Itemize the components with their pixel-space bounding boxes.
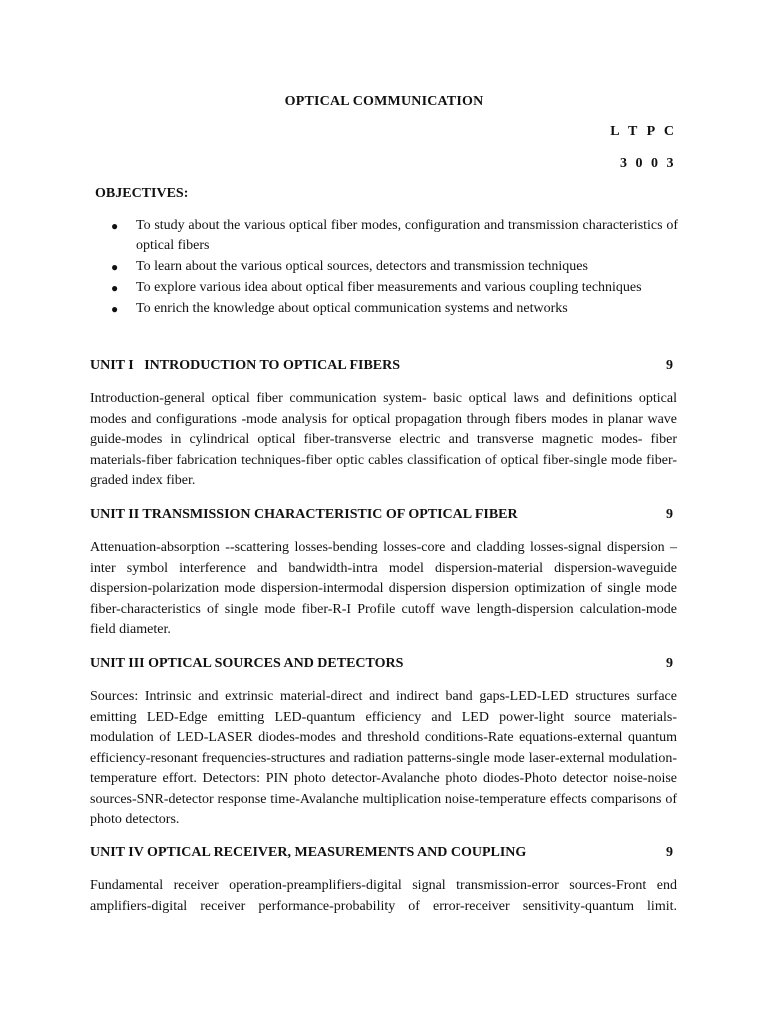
objective-text: To enrich the knowledge about optical communication systems and networks [136, 301, 568, 316]
bullet-icon: ● [111, 281, 119, 295]
unit-1-heading [90, 358, 673, 374]
unit-title: UNIT III OPTICAL SOURCES AND DETECTORS [90, 656, 404, 671]
unit-title: UNIT IV OPTICAL RECEIVER, MEASUREMENTS AND COUPLING [90, 845, 527, 860]
unit-4-heading [90, 845, 673, 861]
unit-hours: 9 [666, 656, 673, 671]
ltpc-values: 3 0 0 3 [620, 156, 676, 171]
document-title: OPTICAL COMMUNICATION [284, 94, 484, 109]
objective-text: To study about the various optical fiber modes, configuration and transmission characteristics of optical fibers [136, 218, 678, 253]
unit-1-content: Introduction-general optical fiber communication system- basic optical laws and definitions optical modes and configurations -mode analysis for optical propagation through fibers modes in planar wave guide-modes in cylindrical optical fiber-transverse electric and transverse magnetic modes- fiber materials-fiber fabrication techniques-fiber optic cables classification of optical fiber-single mode fiber-graded index fiber. [90, 391, 677, 488]
unit-title: UNIT I INTRODUCTION TO OPTICAL FIBERS [90, 358, 401, 373]
unit-3-content: Sources: Intrinsic and extrinsic material-direct and indirect band gaps-LED-LED structures surface emitting LED-Edge emitting LED-quantum efficiency and LED power-light source materials-modulation of LED-LASER diodes-modes and threshold conditions-Rate equations-external quantum efficiency-resonant frequencies-structures and radiation patterns-single mode laser-external modulation-temperature effort. Detectors: PIN photo detector-Avalanche photo diodes-Photo detector noise-noise sources-SNR-detector response time-Avalanche multiplication noise-temperature effects comparisons of photo detectors. [90, 689, 677, 827]
objective-text: To explore various idea about optical fiber measurements and various coupling techniques [136, 280, 642, 295]
bullet-icon: ● [111, 302, 119, 316]
bullet-icon: ● [111, 260, 119, 274]
objective-item [108, 216, 678, 256]
unit-2-heading [90, 507, 673, 523]
objective-item [108, 278, 678, 298]
unit-3-heading [90, 656, 673, 672]
objective-item [108, 299, 678, 319]
objective-text: To learn about the various optical sources, detectors and transmission techniques [136, 259, 588, 274]
unit-hours: 9 [666, 358, 673, 373]
ltpc-label: L T P C [610, 124, 677, 139]
unit-title: UNIT II TRANSMISSION CHARACTERISTIC OF OPTICAL FIBER [90, 507, 518, 522]
unit-4-content: Fundamental receiver operation-preamplifiers-digital signal transmission-error sources-Front end amplifiers-digital receiver performance-probability of error-receiver sensitivity-quantum limit. [90, 878, 677, 914]
objectives-list [108, 216, 678, 320]
objectives-heading: OBJECTIVES: [95, 186, 189, 201]
unit-hours: 9 [666, 507, 673, 522]
objective-item [108, 257, 678, 277]
bullet-icon: ● [111, 219, 119, 233]
unit-hours: 9 [666, 845, 673, 860]
unit-2-content: Attenuation-absorption --scattering losses-bending losses-core and cladding losses-signal dispersion –inter symbol interference and bandwidth-intra model dispersion-material dispersion-waveguide dispersion-polarization mode dispersion-intermodal dispersion dispersion optimization of single mode fiber-characteristics of single mode fiber-R-I Profile cutoff wave length-dispersion calculation-mode field diameter. [90, 540, 677, 637]
